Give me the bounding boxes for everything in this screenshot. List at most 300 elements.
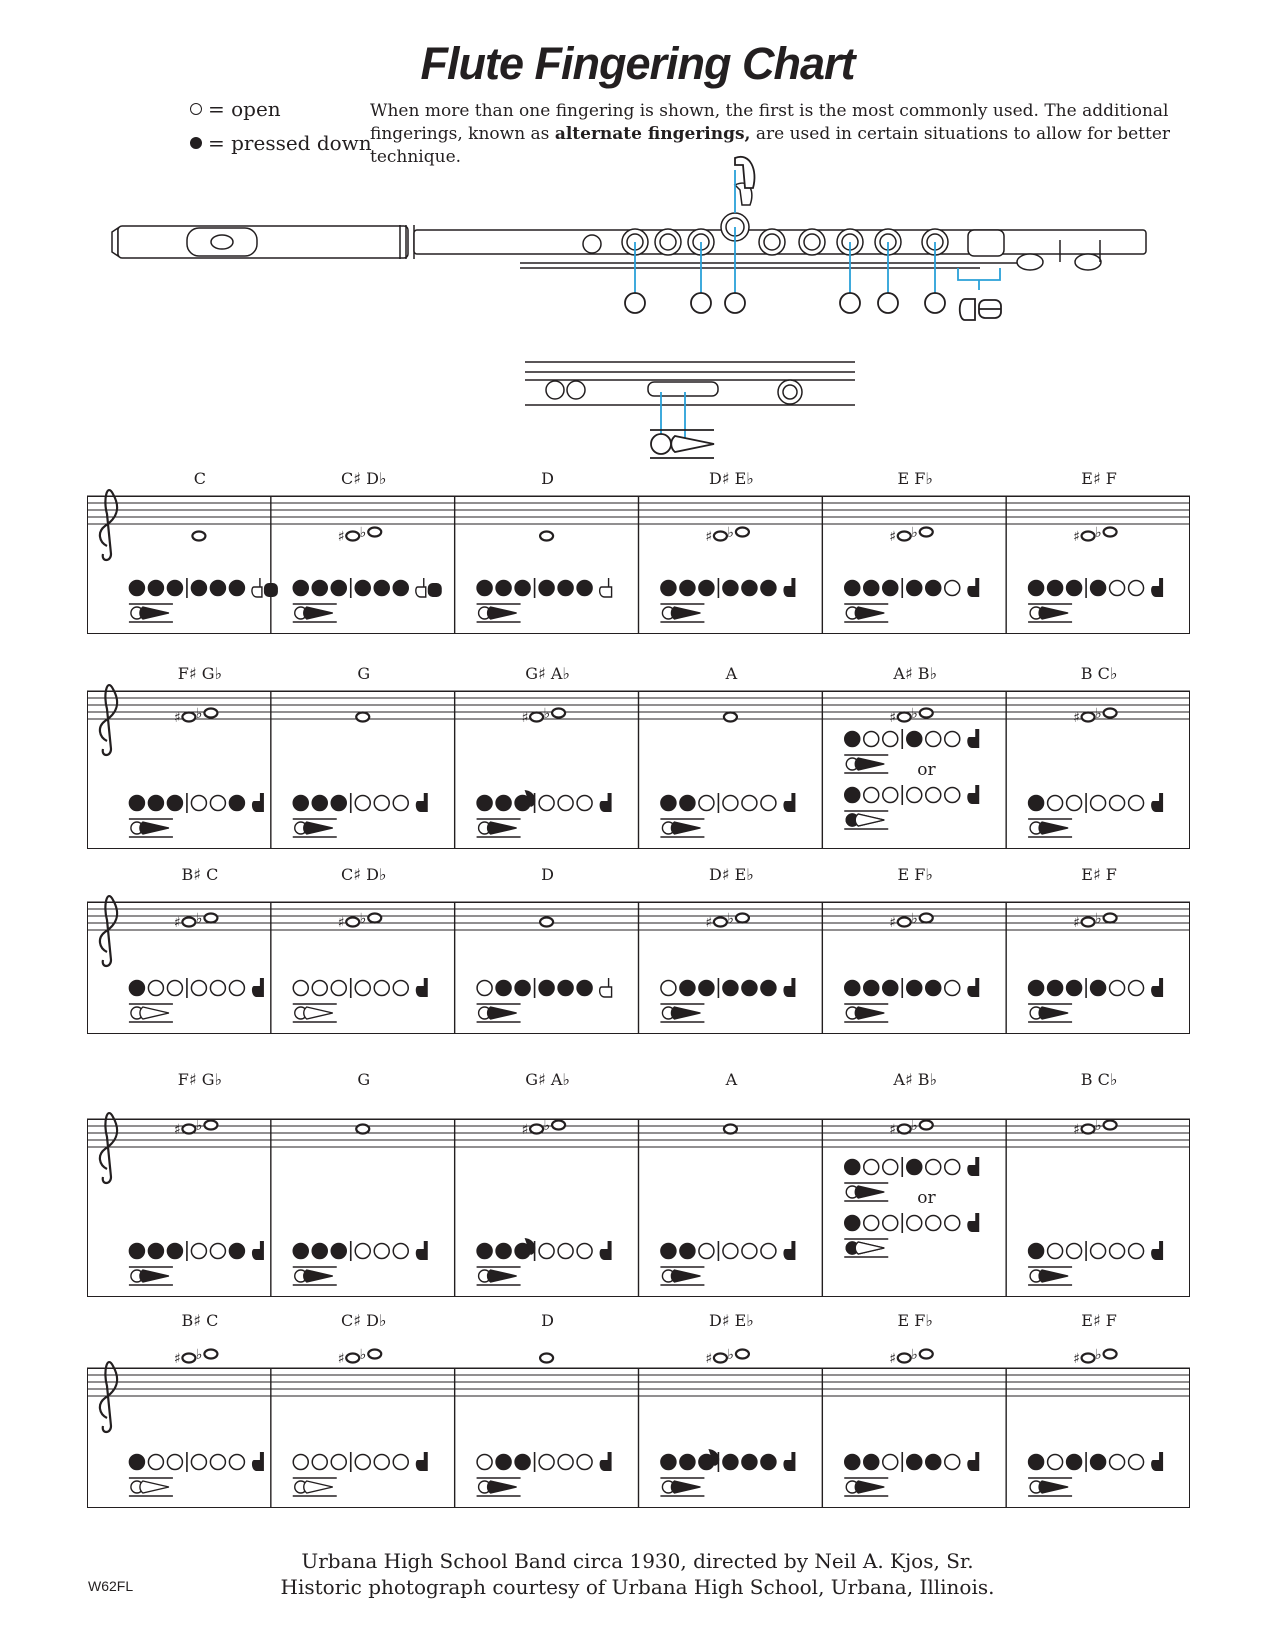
open-circle-icon — [374, 796, 389, 811]
flat-icon: ♭ — [359, 911, 367, 927]
sharp-icon: ♯ — [337, 529, 345, 545]
filled-circle-icon — [210, 581, 225, 596]
fingering-primary — [661, 1241, 796, 1261]
filled-circle-icon — [496, 1244, 511, 1259]
filled-circle-icon — [761, 581, 776, 596]
eb-key-icon — [416, 978, 428, 997]
open-circle-icon — [355, 1244, 370, 1259]
treble-clef-icon — [100, 490, 117, 560]
filled-circle-icon — [1029, 1455, 1044, 1470]
thumb-key-icon — [140, 822, 169, 834]
filled-circle-icon — [723, 581, 738, 596]
filled-circle-icon — [1029, 1244, 1044, 1259]
note-name-label: G — [357, 1070, 371, 1089]
whole-note-icon — [1104, 528, 1117, 537]
flat-icon: ♭ — [195, 1118, 203, 1134]
low-c-key-icon — [428, 583, 442, 597]
filled-circle-icon — [539, 581, 554, 596]
open-circle-icon — [293, 981, 308, 996]
flat-icon: ♭ — [359, 1347, 367, 1363]
note-name-label: A♯ B♭ — [893, 1070, 938, 1089]
note-name-label: E♯ F — [1081, 469, 1117, 488]
low-c-key-icon — [264, 583, 278, 597]
eb-key-icon — [783, 578, 795, 597]
flat-icon: ♭ — [911, 911, 918, 927]
open-circle-icon — [699, 796, 714, 811]
sharp-icon: ♯ — [1073, 1351, 1080, 1367]
whole-note-icon — [182, 918, 195, 927]
flat-icon: ♭ — [543, 1118, 551, 1134]
open-circle-icon — [1067, 796, 1082, 811]
open-circle-icon — [1110, 981, 1125, 996]
filled-circle-icon — [680, 1244, 695, 1259]
thumb-key-icon — [304, 1270, 333, 1282]
treble-clef-icon — [100, 685, 117, 755]
thumb-fingering — [477, 819, 521, 837]
filled-circle-icon — [883, 581, 898, 596]
open-circle-icon — [393, 1455, 408, 1470]
thumb-key-icon — [304, 1481, 333, 1493]
filled-circle-icon — [926, 981, 941, 996]
thumb-key-icon — [1039, 1007, 1068, 1019]
fingering-row — [87, 865, 1190, 1034]
fingering-row — [87, 1311, 1190, 1508]
whole-note-icon — [182, 713, 195, 722]
fingering-primary — [1029, 793, 1164, 813]
whole-note-icon — [356, 1125, 369, 1134]
fingering-primary — [661, 978, 796, 998]
thumb-key-icon — [140, 1481, 169, 1493]
fingering-primary — [845, 578, 980, 598]
filled-circle-icon — [312, 796, 327, 811]
filled-circle-icon — [864, 981, 879, 996]
thumb-fingering — [1028, 1478, 1072, 1496]
thumb-fingering — [293, 1478, 337, 1496]
open-circle-icon — [477, 1455, 492, 1470]
thumb-fingering — [477, 1004, 521, 1022]
flat-icon: ♭ — [359, 525, 367, 541]
sharp-icon: ♯ — [521, 710, 529, 726]
whole-note-icon — [368, 914, 381, 923]
filled-circle-icon — [1091, 581, 1106, 596]
thumb-key-icon — [488, 1481, 517, 1493]
note-name-label: E F♭ — [897, 1311, 933, 1330]
open-circle-icon — [723, 796, 738, 811]
whole-note-icon — [736, 914, 749, 923]
filled-circle-icon — [907, 581, 922, 596]
open-circle-icon — [926, 732, 941, 747]
filled-circle-icon — [129, 581, 144, 596]
thumb-key-icon — [671, 607, 700, 619]
filled-circle-icon — [1091, 1455, 1106, 1470]
note-name-label: D♯ E♭ — [708, 865, 754, 884]
sharp-icon: ♯ — [889, 1122, 897, 1138]
whole-note-icon — [204, 914, 217, 923]
filled-circle-icon — [331, 581, 346, 596]
filled-circle-icon — [1048, 581, 1063, 596]
filled-circle-icon — [312, 581, 327, 596]
flat-icon: ♭ — [1095, 1118, 1102, 1134]
open-circle-icon — [945, 1455, 960, 1470]
open-circle-icon — [1110, 796, 1125, 811]
open-circle-icon — [191, 981, 206, 996]
open-circle-icon — [167, 1455, 182, 1470]
open-circle-icon — [539, 1244, 554, 1259]
whole-note-icon — [898, 1354, 911, 1363]
page-title: Flute Fingering Chart — [420, 38, 855, 89]
filled-circle-icon — [680, 981, 695, 996]
filled-circle-icon — [742, 981, 757, 996]
whole-note-icon — [540, 918, 553, 927]
alternate-or-label: or — [917, 760, 936, 780]
flat-icon: ♭ — [727, 525, 735, 541]
sharp-icon: ♯ — [889, 915, 897, 931]
fingering-primary — [129, 978, 264, 998]
filled-circle-icon — [129, 1244, 144, 1259]
open-circle-icon — [926, 788, 941, 803]
fingering-primary — [1029, 578, 1164, 598]
eb-key-icon — [967, 1213, 979, 1232]
thumb-fingering — [129, 1004, 173, 1022]
open-circle-icon — [699, 1244, 714, 1259]
thumb-fingering — [293, 1267, 337, 1285]
open-circle-icon — [926, 1216, 941, 1231]
sharp-icon: ♯ — [889, 710, 897, 726]
whole-note-icon — [204, 1350, 217, 1359]
treble-clef-icon — [100, 896, 117, 966]
filled-circle-icon — [883, 981, 898, 996]
filled-circle-icon — [515, 1455, 530, 1470]
note-name-label: F♯ G♭ — [177, 1070, 223, 1089]
filled-circle-icon — [1067, 1455, 1082, 1470]
note-name-label: B♯ C — [181, 865, 219, 884]
whole-note-icon — [530, 1125, 543, 1134]
open-circle-icon — [374, 1244, 389, 1259]
thumb-fingering — [293, 819, 337, 837]
filled-circle-icon — [229, 1244, 244, 1259]
fingering-primary — [661, 578, 796, 598]
page-code: W62FL — [88, 1578, 134, 1594]
open-circle-icon — [1091, 796, 1106, 811]
thumb-fingering — [477, 604, 521, 622]
flat-icon: ♭ — [1095, 525, 1102, 541]
whole-note-icon — [530, 713, 543, 722]
fingering-primary — [661, 1449, 796, 1472]
filled-circle-icon — [515, 981, 530, 996]
eb-key-open-icon — [600, 978, 612, 997]
thumb-fingering — [660, 604, 704, 622]
open-circle-icon — [945, 788, 960, 803]
open-circle-icon — [312, 981, 327, 996]
whole-note-icon — [898, 713, 911, 722]
open-circle-icon — [210, 796, 225, 811]
sharp-icon: ♯ — [1073, 915, 1080, 931]
thumb-fingering — [844, 1478, 888, 1496]
filled-circle-icon — [293, 1244, 308, 1259]
intro-text: When more than one fingering is shown, the first is the most commonly used. The additional fingerings, known as — [370, 101, 1169, 144]
open-circle-icon — [312, 1455, 327, 1470]
whole-note-icon — [1082, 918, 1095, 927]
whole-note-icon — [920, 1350, 933, 1359]
open-circle-icon — [374, 981, 389, 996]
whole-note-icon — [346, 1354, 359, 1363]
thumb-key-icon — [1039, 1481, 1068, 1493]
whole-note-icon — [368, 1350, 381, 1359]
sharp-icon: ♯ — [173, 915, 181, 931]
open-circle-icon — [210, 1244, 225, 1259]
staff-svg — [87, 496, 1190, 635]
note-name-label: F♯ G♭ — [177, 664, 223, 683]
fingering-primary — [1029, 978, 1164, 998]
fingering-primary — [845, 978, 980, 998]
thumb-key-icon — [1039, 607, 1068, 619]
open-circle-icon — [477, 981, 492, 996]
note-name-label: E F♭ — [897, 865, 933, 884]
thumb-fingering — [844, 1004, 888, 1022]
thumb-fingering — [844, 1183, 888, 1201]
open-circle-icon — [1110, 1455, 1125, 1470]
filled-circle-icon — [1091, 981, 1106, 996]
open-circle-icon — [1067, 1244, 1082, 1259]
fingering-primary — [477, 1452, 611, 1472]
filled-circle-icon — [331, 796, 346, 811]
fingering-primary — [129, 793, 264, 813]
eb-key-icon — [783, 1452, 795, 1471]
eb-key-icon — [967, 785, 979, 804]
open-circle-icon — [1129, 981, 1144, 996]
filled-circle-icon — [577, 981, 592, 996]
thumb-fingering — [660, 1267, 704, 1285]
eb-key-icon — [416, 793, 428, 812]
filled-circle-icon — [1029, 981, 1044, 996]
filled-circle-icon — [496, 981, 511, 996]
flat-icon: ♭ — [727, 911, 735, 927]
eb-key-icon — [600, 1452, 612, 1471]
thumb-key-icon — [488, 1270, 517, 1282]
whole-note-icon — [920, 1121, 933, 1130]
staff-svg — [87, 1347, 1190, 1509]
thumb-key-icon — [140, 1007, 169, 1019]
open-circle-icon — [577, 796, 592, 811]
eb-key-icon — [783, 978, 795, 997]
open-circle-icon — [1110, 581, 1125, 596]
whole-note-icon — [1104, 1350, 1117, 1359]
whole-note-icon — [540, 1354, 553, 1363]
whole-note-icon — [920, 914, 933, 923]
open-circle-icon — [539, 796, 554, 811]
open-circle-icon — [229, 1455, 244, 1470]
filled-circle-icon — [1067, 581, 1082, 596]
fingering-primary — [129, 1452, 264, 1472]
open-circle-icon — [577, 1455, 592, 1470]
sharp-icon: ♯ — [705, 529, 713, 545]
open-circle-icon — [883, 1216, 898, 1231]
thumb-key-open-icon — [855, 1242, 884, 1254]
open-circle-icon — [883, 732, 898, 747]
sharp-icon: ♯ — [173, 1351, 181, 1367]
note-name-label: C — [193, 469, 207, 488]
filled-circle-icon — [761, 981, 776, 996]
thumb-fingering — [1028, 1004, 1072, 1022]
thumb-key-icon — [855, 1481, 884, 1493]
fingering-primary — [293, 1241, 428, 1261]
flute-diagram — [0, 0, 1275, 470]
filled-circle-icon — [148, 796, 163, 811]
fingering-primary — [477, 978, 611, 998]
open-circle-icon — [864, 732, 879, 747]
whole-note-icon — [714, 918, 727, 927]
filled-circle-icon — [191, 581, 206, 596]
filled-circle-icon — [539, 981, 554, 996]
open-circle-icon — [1129, 1455, 1144, 1470]
note-name-label: E♯ F — [1081, 1311, 1117, 1330]
eb-key-icon — [252, 1241, 264, 1260]
open-circle-icon — [661, 981, 676, 996]
whole-note-icon — [724, 1125, 737, 1134]
whole-note-icon — [1104, 709, 1117, 718]
footer-line-1: Urbana High School Band circa 1930, directed by Neil A. Kjos, Sr. — [301, 1549, 974, 1573]
staff-svg — [87, 691, 1190, 850]
footer-line-2: Historic photograph courtesy of Urbana High School, Urbana, Illinois. — [280, 1575, 995, 1599]
eb-key-open-icon — [252, 578, 262, 597]
open-circle-icon — [883, 1455, 898, 1470]
thumb-key-icon — [671, 1481, 700, 1493]
alternate-or-label: or — [917, 1188, 936, 1208]
filled-circle-icon — [723, 981, 738, 996]
fingering-primary — [129, 1241, 264, 1261]
open-circle-icon — [577, 1244, 592, 1259]
note-name-label: D — [541, 1311, 554, 1330]
eb-key-icon — [252, 1452, 264, 1471]
thumb-fingering — [477, 1267, 521, 1285]
filled-circle-icon — [374, 581, 389, 596]
open-circle-icon — [167, 981, 182, 996]
intro-bold: alternate fingerings, — [554, 124, 751, 144]
open-circle-icon — [374, 1455, 389, 1470]
thumb-fingering — [129, 1478, 173, 1496]
open-circle-icon — [1048, 1244, 1063, 1259]
thumb-fingering-alternate — [844, 1239, 888, 1257]
filled-circle-icon — [167, 581, 182, 596]
whole-note-icon — [920, 709, 933, 718]
thumb-fingering — [660, 819, 704, 837]
note-name-label: E♯ F — [1081, 865, 1117, 884]
open-circle-icon — [148, 981, 163, 996]
filled-circle-icon — [907, 732, 922, 747]
thumb-key-icon — [855, 1007, 884, 1019]
whole-note-icon — [898, 532, 911, 541]
open-circle-icon — [1048, 796, 1063, 811]
open-circle-icon — [229, 981, 244, 996]
fingering-primary — [477, 1238, 611, 1261]
whole-note-icon — [204, 1121, 217, 1130]
eb-key-icon — [967, 729, 979, 748]
sharp-icon: ♯ — [705, 1351, 713, 1367]
eb-key-icon — [783, 793, 795, 812]
eb-key-icon — [783, 1241, 795, 1260]
open-circle-icon — [1129, 581, 1144, 596]
open-circle-icon — [883, 788, 898, 803]
note-name-label: D♯ E♭ — [708, 1311, 754, 1330]
open-circle-icon — [558, 796, 573, 811]
open-circle-icon — [1110, 1244, 1125, 1259]
thumb-key-icon — [671, 1007, 700, 1019]
whole-note-icon — [356, 713, 369, 722]
filled-circle-icon — [477, 1244, 492, 1259]
thumb-key-icon — [304, 822, 333, 834]
note-name-label: B C♭ — [1080, 1070, 1118, 1089]
flat-icon: ♭ — [195, 706, 203, 722]
filled-circle-icon — [699, 981, 714, 996]
whole-note-icon — [1082, 713, 1095, 722]
flat-icon: ♭ — [911, 706, 918, 722]
thumb-fingering — [1028, 604, 1072, 622]
filled-circle-icon — [661, 796, 676, 811]
flat-icon: ♭ — [195, 1347, 203, 1363]
filled-circle-icon — [1067, 981, 1082, 996]
thumb-fingering — [1028, 1267, 1072, 1285]
thumb-key-icon — [671, 822, 700, 834]
filled-circle-icon — [167, 1244, 182, 1259]
note-name-label: D♯ E♭ — [708, 469, 754, 488]
filled-circle-icon — [229, 796, 244, 811]
filled-circle-icon — [229, 581, 244, 596]
fingering-primary — [293, 1452, 428, 1472]
thumb-key-icon — [304, 1007, 333, 1019]
eb-key-icon — [967, 1452, 979, 1471]
whole-note-icon — [346, 918, 359, 927]
filled-circle-icon — [926, 581, 941, 596]
filled-circle-icon — [907, 981, 922, 996]
eb-key-icon — [1151, 793, 1163, 812]
open-circle-icon — [1129, 796, 1144, 811]
fingering-primary — [845, 1157, 980, 1177]
open-circle-icon — [761, 796, 776, 811]
filled-circle-icon — [723, 1455, 738, 1470]
whole-note-icon — [204, 709, 217, 718]
sharp-icon: ♯ — [521, 1122, 529, 1138]
filled-circle-icon — [129, 796, 144, 811]
open-circle-icon — [864, 1160, 879, 1175]
whole-note-icon — [1082, 1125, 1095, 1134]
flat-icon: ♭ — [911, 525, 918, 541]
thumb-key-icon — [1039, 822, 1068, 834]
filled-circle-icon — [907, 1455, 922, 1470]
fingering-row — [87, 1070, 1190, 1297]
filled-circle-icon — [355, 581, 370, 596]
filled-circle-icon — [393, 581, 408, 596]
fingering-primary — [845, 1452, 980, 1472]
filled-circle-icon — [742, 581, 757, 596]
eb-key-icon — [416, 1452, 428, 1471]
flat-icon: ♭ — [911, 1118, 918, 1134]
filled-circle-icon — [496, 581, 511, 596]
flat-icon: ♭ — [1095, 911, 1102, 927]
fingering-primary — [661, 793, 796, 813]
open-circle-icon — [926, 1160, 941, 1175]
staff-svg — [87, 902, 1190, 1035]
open-circle-icon — [355, 981, 370, 996]
open-circle-icon — [293, 1455, 308, 1470]
note-name-label: A♯ B♭ — [893, 664, 938, 683]
filled-circle-icon — [845, 732, 860, 747]
filled-circle-icon — [293, 581, 308, 596]
thumb-fingering — [293, 1004, 337, 1022]
whole-note-icon — [898, 1125, 911, 1134]
filled-circle-icon — [680, 581, 695, 596]
filled-circle-icon — [1029, 581, 1044, 596]
filled-circle-icon — [926, 1455, 941, 1470]
